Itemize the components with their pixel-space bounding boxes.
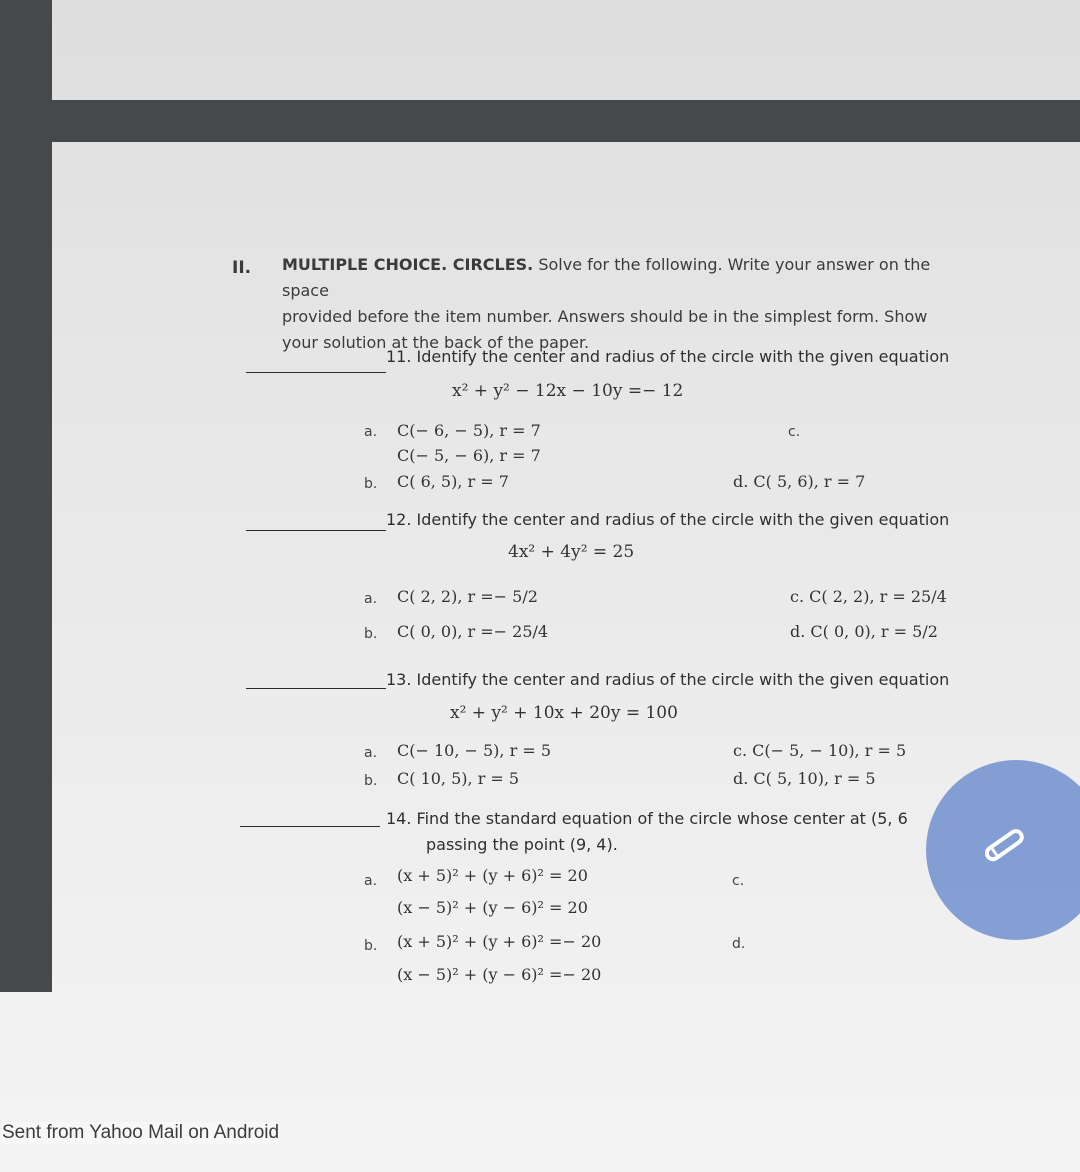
option-letter-b: b. [364, 938, 378, 954]
q14-option-d: d. [732, 936, 746, 952]
q14-option-c: c. [732, 873, 745, 889]
q14-option-a-extra: (x − 5)² + (y − 6)² = 20 [397, 898, 588, 917]
q12-option-b: C( 0, 0), r =− 25/4 [397, 622, 549, 641]
answer-blank-14[interactable] [240, 826, 380, 827]
option-letter-a: a. [364, 591, 378, 607]
q13-option-a: C(− 10, − 5), r = 5 [397, 741, 551, 760]
option-letter-b: b. [364, 773, 378, 789]
question-14-text: 14. Find the standard equation of the circle whose center at (5, 6 [386, 809, 908, 828]
answer-blank-11[interactable] [246, 372, 386, 373]
question-11-text: 11. Identify the center and radius of the circle with the given equation [386, 347, 950, 366]
q13-option-b: C( 10, 5), r = 5 [397, 769, 520, 788]
option-letter-a: a. [364, 873, 378, 889]
answer-blank-12[interactable] [246, 530, 386, 531]
q14-option-b: (x + 5)² + (y + 6)² =− 20 [397, 932, 602, 951]
question-13-equation: x² + y² + 10x + 20y = 100 [450, 703, 678, 723]
option-letter-b: b. [364, 626, 378, 642]
dark-frame-top [0, 100, 1080, 142]
q14-option-a: (x + 5)² + (y + 6)² = 20 [397, 866, 588, 885]
option-letter-b: b. [364, 476, 378, 492]
option-letter-a: a. [364, 424, 378, 440]
instructions [282, 252, 982, 356]
q12-option-d: d. C( 0, 0), r = 5/2 [790, 622, 938, 641]
q11-option-b: C( 6, 5), r = 7 [397, 472, 509, 491]
instructions-line2: provided before the item number. Answers should be in the simplest form. Show [282, 307, 928, 326]
q13-option-d: d. C( 5, 10), r = 5 [733, 769, 876, 788]
pencil-icon [978, 816, 1034, 872]
question-12-equation: 4x² + 4y² = 25 [508, 542, 635, 562]
question-14-line2: passing the point (9, 4). [426, 835, 618, 854]
instructions-line1: Solve for the following. Write your answer on the space [282, 255, 931, 300]
q12-option-a: C( 2, 2), r =− 5/2 [397, 587, 538, 606]
instructions-heading: MULTIPLE CHOICE. CIRCLES. [282, 255, 534, 274]
q13-option-c: c. C(− 5, − 10), r = 5 [733, 741, 907, 760]
q11-option-d: d. C( 5, 6), r = 7 [733, 472, 866, 491]
question-11-equation: x² + y² − 12x − 10y =− 12 [452, 381, 684, 401]
q11-option-c: c. [788, 424, 801, 440]
answer-blank-13[interactable] [246, 688, 386, 689]
question-12-text: 12. Identify the center and radius of the circle with the given equation [386, 510, 950, 529]
question-13-text: 13. Identify the center and radius of the circle with the given equation [386, 670, 950, 689]
q12-option-c: c. C( 2, 2), r = 25/4 [790, 587, 947, 606]
q11-option-a: C(− 6, − 5), r = 7 [397, 421, 541, 440]
option-letter-a: a. [364, 745, 378, 761]
dark-frame-left [0, 0, 52, 992]
q14-option-b-extra: (x − 5)² + (y − 6)² =− 20 [397, 965, 602, 984]
footer-sent-from: Sent from Yahoo Mail on Android [2, 1122, 280, 1143]
q11-option-a-extra: C(− 5, − 6), r = 7 [397, 446, 541, 465]
instructions-line3: your solution at the back of the paper. [282, 333, 590, 352]
section-number: II. [232, 258, 252, 278]
